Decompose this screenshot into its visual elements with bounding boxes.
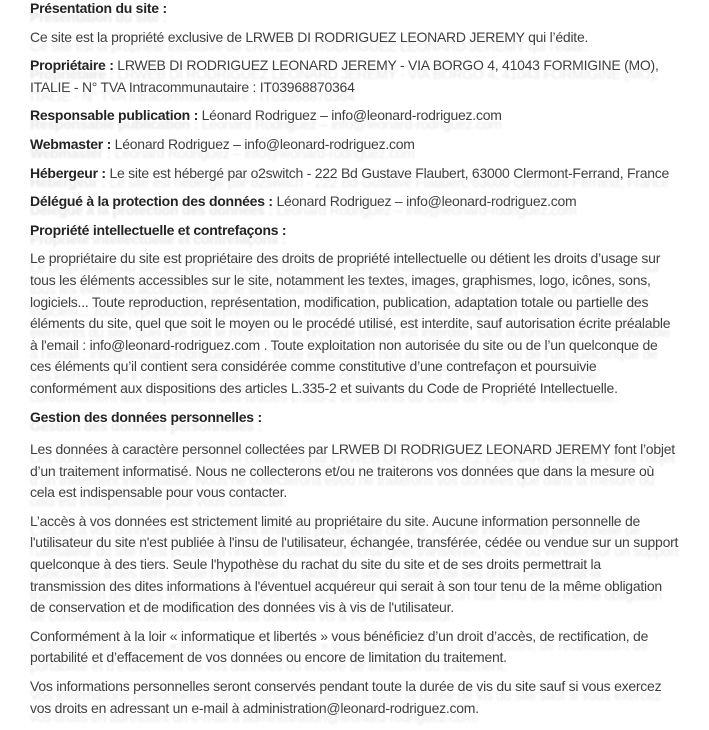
section-heading-intellectual-property bbox=[30, 220, 680, 242]
intro-paragraph bbox=[30, 27, 680, 49]
intellectual-property-paragraph bbox=[30, 248, 680, 399]
personal-data-paragraph-4 bbox=[30, 676, 680, 719]
dpo-value: Léonard Rodriguez – info@leonard-rodriguez.com bbox=[276, 193, 577, 210]
personal-data-paragraph-3 bbox=[30, 626, 680, 669]
paragraph-text: Vos informations personnelles seront conservés pendant toute la durée de vis du site sauf si vous exercez vos droits en adressant un e-mail à administration@leonard-rodriguez.com. bbox=[30, 678, 662, 716]
section-heading-personal-data bbox=[30, 407, 680, 429]
owner-label: Propriétaire : bbox=[30, 57, 114, 74]
publisher-line bbox=[30, 105, 680, 127]
heading-text: Présentation du site : bbox=[30, 0, 167, 16]
webmaster-line bbox=[30, 134, 680, 156]
personal-data-paragraph-1 bbox=[30, 439, 680, 504]
owner-value: LRWEB DI RODRIGUEZ LEONARD JEREMY - VIA BORGO 4, 41043 FORMIGINE (MO), ITALIE - N° TVA Intracommunautaire : IT03968870364 bbox=[30, 57, 659, 95]
paragraph-text: Les données à caractère personnel collectées par LRWEB DI RODRIGUEZ LEONARD JEREMY font l’objet d’un traitement informatisé. Nous ne collecterons et/ou ne traiterons vos données que dans la mesure où cela est indispensable pour vous contacter. bbox=[30, 441, 675, 501]
heading-text: Gestion des données personnelles : bbox=[30, 408, 262, 425]
webmaster-value: Léonard Rodriguez – info@leonard-rodriguez.com bbox=[114, 135, 415, 152]
paragraph-text: L’accès à vos données est strictement limité au propriétaire du site. Aucune information personnelle de l'utilisateur du site n'est publiée à l'insu de l'utilisateur, échangée, transférée, cédée ou vendue sur un support quelconque à des tiers. Seule l'hypothèse du rachat du site du site et de ses droits permettrait la transmission des dites informations à l'éventuel acquéreur qui serait à son tour tenu de la même obligation de conservation et de modification des données vis à vis de l'utilisateur. bbox=[30, 512, 679, 616]
paragraph-text: Le propriétaire du site est propriétaire des droits de propriété intellectuelle ou détient les droits d’usage sur tous les éléments accessibles sur le site, notamment les textes, images, graphismes, logo, icônes, sons, logiciels... Toute reproduction, représentation, modification, publication, adaptation totale ou partielle des éléments du site, quel que soit le moyen ou le procédé utilisé, est interdite, sauf autorisation écrite préalable à l'email : info@leonard-rodriguez.com . Toute exploitation non autorisée du site ou de l’un quelconque de ces éléments qu’il contient sera considérée comme constitutive d’une contrefaçon et poursuivie conformément aux dispositions des articles L.335-2 et suivants du Code de Propriété Intellectuelle. bbox=[30, 250, 671, 396]
heading-text: Propriété intellectuelle et contrefaçons : bbox=[30, 221, 287, 238]
intro-text: Ce site est la propriété exclusive de LRWEB DI RODRIGUEZ LEONARD JEREMY qui l’édite. bbox=[30, 28, 589, 45]
publisher-value: Léonard Rodriguez – info@leonard-rodriguez.com bbox=[201, 107, 502, 124]
dpo-line bbox=[30, 191, 680, 213]
owner-line bbox=[30, 55, 680, 98]
personal-data-paragraph-2 bbox=[30, 511, 680, 619]
host-label: Hébergeur : bbox=[30, 164, 106, 181]
dpo-label: Délégué à la protection des données : bbox=[30, 193, 273, 210]
host-value: Le site est hébergé par o2switch - 222 Bd Gustave Flaubert, 63000 Clermont-Ferrand, France bbox=[109, 164, 670, 181]
section-heading-presentation bbox=[30, 0, 680, 20]
host-line bbox=[30, 163, 680, 185]
publisher-label: Responsable publication : bbox=[30, 107, 198, 124]
webmaster-label: Webmaster : bbox=[30, 135, 112, 152]
paragraph-text: Conformément à la loir « informatique et libertés » vous bénéficiez d’un droit d’accès, de rectification, de portabilité et d’effacement de vos données ou encore de limitation du traitement. bbox=[30, 627, 649, 666]
